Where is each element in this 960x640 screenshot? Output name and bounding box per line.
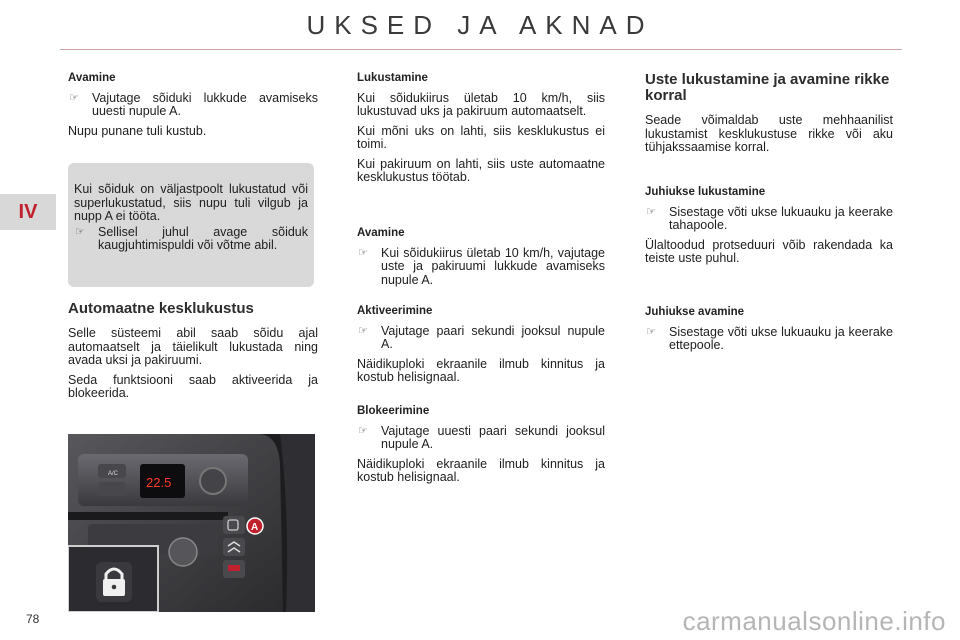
bullet-item xyxy=(645,206,893,233)
section-heading-aktiveerimine: Aktiveerimine xyxy=(357,305,433,317)
dashboard-photo xyxy=(68,434,315,612)
pointing-hand-icon: ☞ xyxy=(358,324,368,337)
watermark-text: carmanualsonline.info xyxy=(682,606,946,636)
paragraph: Ülaltoodud protseduuri võib rakendada ka teiste uste puhul. xyxy=(645,237,893,265)
paragraph: Näidikuploki ekraanile ilmub kinnitus ja kostub helisignaal. xyxy=(357,356,605,384)
section-heading-rikke: Uste lukustamine ja avamine rikke korral xyxy=(645,71,890,104)
section-heading-lukustamine: Lukustamine xyxy=(357,72,428,84)
paragraph: Kui sõidukiirus ületab 10 km/h, siis lukustuvad uks ja pakiruum automaatselt. xyxy=(357,90,605,118)
bullet-item xyxy=(357,325,605,352)
column-2-aktiveerimine xyxy=(357,305,605,391)
pointing-hand-icon: ☞ xyxy=(358,424,368,437)
column-1-lower xyxy=(68,301,318,407)
column-2-avamine xyxy=(357,227,605,293)
pointing-hand-icon: ☞ xyxy=(75,225,85,238)
pointing-hand-icon: ☞ xyxy=(358,246,368,259)
bullet-text: Sisestage võti ukse lukuauku ja keerake ettepoole. xyxy=(669,324,893,352)
paragraph: Selle süsteemi abil saab sõidu ajal automaatselt ja täielikult lukustada ning avada uksi ja pakiruumi. xyxy=(68,326,318,367)
info-box xyxy=(68,163,314,287)
section-heading-blokeerimine: Blokeerimine xyxy=(357,405,430,417)
dashboard-illustration xyxy=(68,434,315,612)
bullet-item xyxy=(357,247,605,288)
bullet-text: Sisestage võti ukse lukuauku ja keerake tahapoole. xyxy=(669,204,893,232)
column-1 xyxy=(68,72,318,144)
section-heading-automaatne: Automaatne kesklukustus xyxy=(68,300,254,317)
bullet-text: Vajutage uuesti paari sekundi jooksul nupule A. xyxy=(381,423,605,451)
page-number: 78 xyxy=(26,612,40,626)
pointing-hand-icon: ☞ xyxy=(69,91,79,104)
button-a-callout: A xyxy=(251,522,259,533)
bullet-text: Vajutage sõiduki lukkude avamiseks uuesti nupule A. xyxy=(92,90,318,118)
section-heading-juhiukse-avamine: Juhiukse avamine xyxy=(645,306,745,318)
column-3 xyxy=(645,72,893,161)
paragraph: Kui pakiruum on lahti, siis uste automaatne kesklukustus töötab. xyxy=(357,156,605,184)
column-3-avamine xyxy=(645,306,893,359)
bullet-text: Sellisel juhul avage sõiduk kaugjuhtimispuldi või võtme abil. xyxy=(98,224,308,252)
paragraph: Näidikuploki ekraanile ilmub kinnitus ja kostub helisignaal. xyxy=(357,456,605,484)
column-3-lukustamine xyxy=(645,186,893,272)
pointing-hand-icon: ☞ xyxy=(646,205,656,218)
section-heading-juhiukse-lukustamine: Juhiukse lukustamine xyxy=(645,186,766,198)
bullet-item xyxy=(357,425,605,452)
chapter-tab: IV xyxy=(0,194,56,230)
column-2 xyxy=(357,72,605,191)
pointing-hand-icon: ☞ xyxy=(646,325,656,338)
section-heading-avamine-2: Avamine xyxy=(357,227,405,239)
bullet-item xyxy=(645,326,893,353)
bullet-item xyxy=(74,226,308,253)
paragraph: Nupu punane tuli kustub. xyxy=(68,123,207,138)
page-title: UKSED JA AKNAD xyxy=(306,10,654,40)
ac-button-label: A/C xyxy=(108,471,119,477)
column-2-blokeerimine xyxy=(357,405,605,491)
bullet-item xyxy=(68,92,318,119)
bullet-text: Kui sõidukiirus ületab 10 km/h, vajutage uste ja pakiruumi lukkude avamiseks nupule A. xyxy=(381,245,605,287)
bullet-text: Vajutage paari sekundi jooksul nupule A. xyxy=(381,323,605,351)
paragraph: Kui mõni uks on lahti, siis kesklukustus ei toimi. xyxy=(357,123,605,151)
climate-display-text: 22.5 xyxy=(146,475,172,490)
paragraph: Seade võimaldab uste mehhaanilist lukustamist kesklukustuse rikke või aku tühjakssaamise korral. xyxy=(645,113,893,154)
title-divider xyxy=(60,49,902,50)
paragraph: Seda funktsiooni saab aktiveerida ja blokeerida. xyxy=(68,372,318,400)
info-box-text: Kui sõiduk on väljastpoolt lukustatud või superlukustatud, siis nupu tuli vilgub ja nupp A ei tööta. xyxy=(74,182,308,223)
section-heading-avamine: Avamine xyxy=(68,72,116,84)
